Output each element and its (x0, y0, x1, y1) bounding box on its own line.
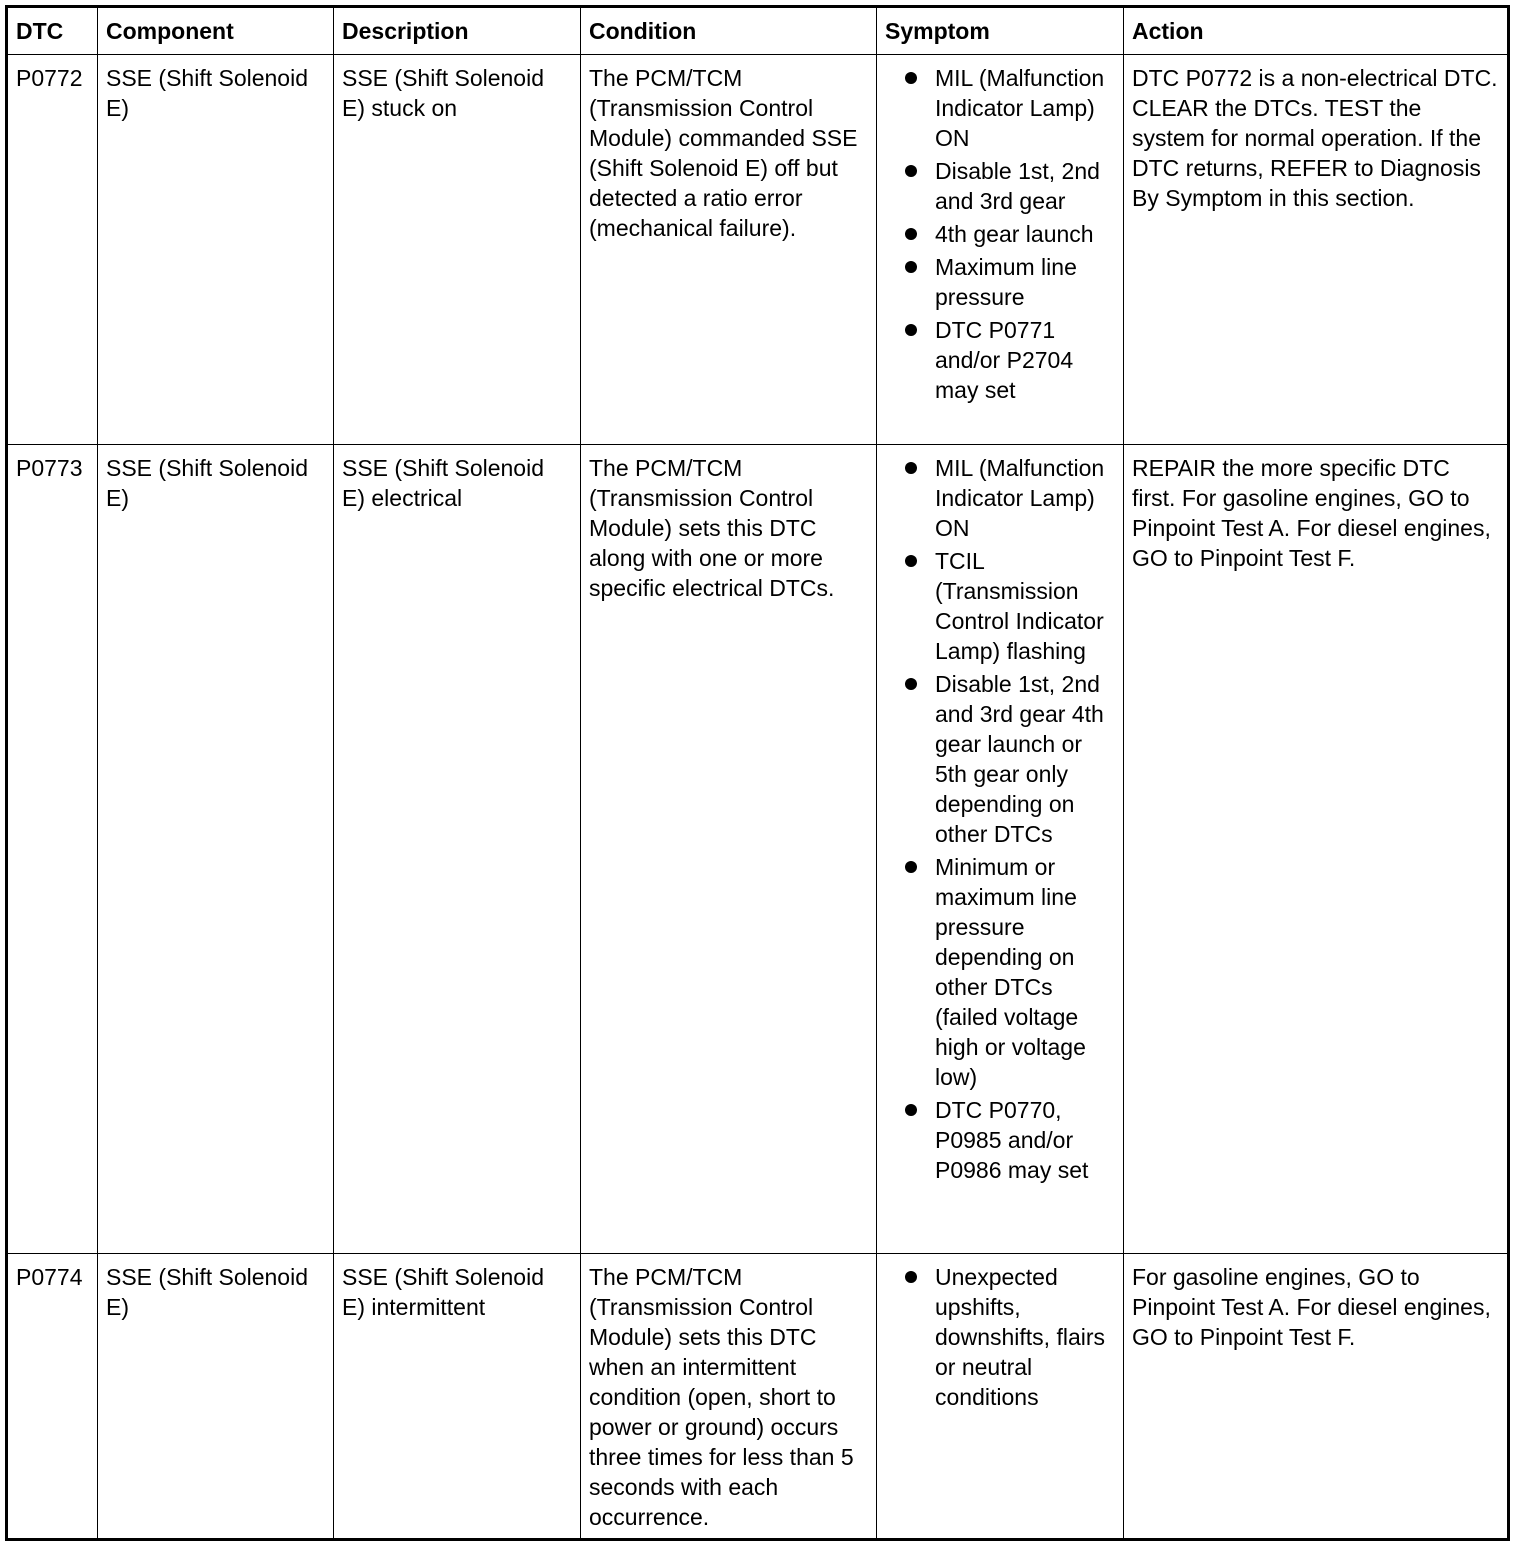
dtc-code-cell: P0772 (7, 55, 98, 445)
symptom-text: DTC P0771 and/or P2704 may set (935, 317, 1074, 403)
symptom-text: Unexpected upshifts, downshifts, flairs or neutral conditions (935, 1264, 1106, 1410)
table-row (7, 55, 1509, 445)
symptom-item (885, 1095, 1115, 1185)
header-description: Description (334, 7, 581, 55)
header-dtc: DTC (7, 7, 98, 55)
symptom-text: TCIL (Transmission Control Indicator Lamp) flashing (935, 548, 1104, 664)
dtc-code-cell: P0774 (7, 1254, 98, 1540)
symptom-list (885, 1262, 1115, 1412)
header-row (7, 7, 1509, 55)
component-cell: SSE (Shift Solenoid E) (98, 55, 334, 445)
symptom-list (885, 453, 1115, 1185)
bullet-icon (905, 1104, 917, 1116)
table-row (7, 1254, 1509, 1540)
component-cell: SSE (Shift Solenoid E) (98, 1254, 334, 1540)
action-cell: REPAIR the more specific DTC first. For gasoline engines, GO to Pinpoint Test A. For diesel engines, GO to Pinpoint Test F. (1124, 445, 1509, 1254)
bullet-icon (905, 462, 917, 474)
symptom-item (885, 219, 1115, 249)
symptom-list (885, 63, 1115, 405)
symptom-cell (877, 445, 1124, 1254)
bullet-icon (905, 324, 917, 336)
bullet-icon (905, 228, 917, 240)
symptom-item (885, 453, 1115, 543)
dtc-table (5, 5, 1510, 1541)
bullet-icon (905, 72, 917, 84)
header-component: Component (98, 7, 334, 55)
symptom-item (885, 315, 1115, 405)
symptom-text: Disable 1st, 2nd and 3rd gear (935, 158, 1100, 214)
action-cell: DTC P0772 is a non-electrical DTC. CLEAR the DTCs. TEST the system for normal operation. If the DTC returns, REFER to Diagnosis By Symptom in this section. (1124, 55, 1509, 445)
symptom-item (885, 546, 1115, 666)
symptom-text: MIL (Malfunction Indicator Lamp) ON (935, 455, 1105, 541)
symptom-text: Minimum or maximum line pressure depending on other DTCs (failed voltage high or voltage low) (935, 854, 1086, 1090)
bullet-icon (905, 861, 917, 873)
symptom-item (885, 852, 1115, 1092)
description-cell: SSE (Shift Solenoid E) electrical (334, 445, 581, 1254)
condition-cell: The PCM/TCM (Transmission Control Module) sets this DTC along with one or more specific electrical DTCs. (581, 445, 877, 1254)
description-cell: SSE (Shift Solenoid E) intermittent (334, 1254, 581, 1540)
description-cell: SSE (Shift Solenoid E) stuck on (334, 55, 581, 445)
symptom-text: DTC P0770, P0985 and/or P0986 may set (935, 1097, 1089, 1183)
bullet-icon (905, 678, 917, 690)
table-row (7, 445, 1509, 1254)
component-cell: SSE (Shift Solenoid E) (98, 445, 334, 1254)
condition-cell: The PCM/TCM (Transmission Control Module) commanded SSE (Shift Solenoid E) off but detected a ratio error (mechanical failure). (581, 55, 877, 445)
symptom-item (885, 252, 1115, 312)
symptom-item (885, 669, 1115, 849)
header-condition: Condition (581, 7, 877, 55)
symptom-text: 4th gear launch (935, 221, 1094, 247)
bullet-icon (905, 555, 917, 567)
symptom-cell (877, 1254, 1124, 1540)
symptom-cell (877, 55, 1124, 445)
header-symptom: Symptom (877, 7, 1124, 55)
condition-cell: The PCM/TCM (Transmission Control Module) sets this DTC when an intermittent condition (open, short to power or ground) occurs three times for less than 5 seconds with each occurrence. (581, 1254, 877, 1540)
dtc-code-cell: P0773 (7, 445, 98, 1254)
symptom-item (885, 63, 1115, 153)
bullet-icon (905, 165, 917, 177)
symptom-item (885, 1262, 1115, 1412)
action-cell: For gasoline engines, GO to Pinpoint Test A. For diesel engines, GO to Pinpoint Test F. (1124, 1254, 1509, 1540)
header-action: Action (1124, 7, 1509, 55)
symptom-text: Maximum line pressure (935, 254, 1077, 310)
bullet-icon (905, 261, 917, 273)
bullet-icon (905, 1271, 917, 1283)
symptom-text: MIL (Malfunction Indicator Lamp) ON (935, 65, 1105, 151)
symptom-item (885, 156, 1115, 216)
symptom-text: Disable 1st, 2nd and 3rd gear 4th gear launch or 5th gear only depending on other DTCs (935, 671, 1104, 847)
